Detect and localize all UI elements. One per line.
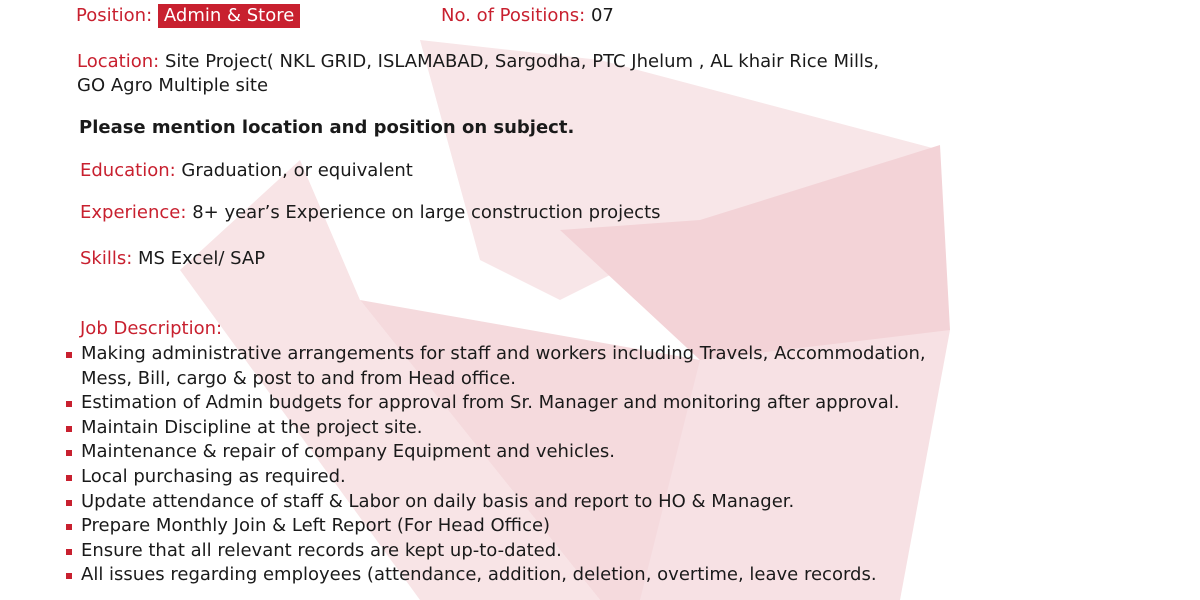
education-label: Education: [80,160,176,181]
location-label: Location: [77,51,160,72]
list-item-continuation: Mess, Bill, cargo & post to and from Head office. [81,367,517,389]
positions-count-value: 07 [590,5,614,26]
experience-row [80,201,661,225]
list-item: All issues regarding employees (attendance, addition, deletion, overtime, leave records. [66,563,926,588]
location-line1: Site Project( NKL GRID, ISLAMABAD, Sargodha, PTC Jhelum , AL khair Rice Mills, [164,51,880,72]
list-item: Ensure that all relevant records are kept up-to-dated. [66,539,926,564]
bullet-icon [66,475,72,481]
positions-count-row [441,4,614,28]
list-item: Local purchasing as required. [66,465,926,490]
skills-label: Skills: [80,248,133,269]
subject-note: Please mention location and position on subject. [79,117,575,138]
bullet-icon [66,450,72,456]
bullet-icon [66,500,72,506]
bullet-icon [66,549,72,555]
skills-row [80,247,265,271]
position-value: Admin & Store [158,4,300,28]
education-value: Graduation, or equivalent [181,160,413,181]
bullet-icon [66,352,72,358]
job-description-heading: Job Description: [80,318,223,339]
position-row [76,4,300,28]
list-item: Maintain Discipline at the project site. [66,416,926,441]
experience-value: 8+ year’s Experience on large construction projects [192,202,661,223]
bullet-icon [66,524,72,530]
list-item: Estimation of Admin budgets for approval from Sr. Manager and monitoring after approval. [66,391,926,416]
list-item: Prepare Monthly Join & Left Report (For Head Office) [66,514,926,539]
education-row [80,159,413,183]
location-line2: GO Agro Multiple site [77,75,269,96]
bullet-icon [66,426,72,432]
bullet-icon [66,401,72,407]
list-item: Making administrative arrangements for staff and workers including Travels, Accommodation, Mess, Bill, cargo & post to and from Head office. [66,342,926,391]
bullet-icon [66,573,72,579]
list-item: Update attendance of staff & Labor on daily basis and report to HO & Manager. [66,490,926,515]
skills-value: MS Excel/ SAP [138,248,266,269]
list-item: Maintenance & repair of company Equipment and vehicles. [66,440,926,465]
experience-label: Experience: [80,202,187,223]
location-row [77,50,879,74]
job-description-list [66,342,926,588]
positions-count-label: No. of Positions: [441,5,586,26]
position-label: Position: [76,5,153,26]
